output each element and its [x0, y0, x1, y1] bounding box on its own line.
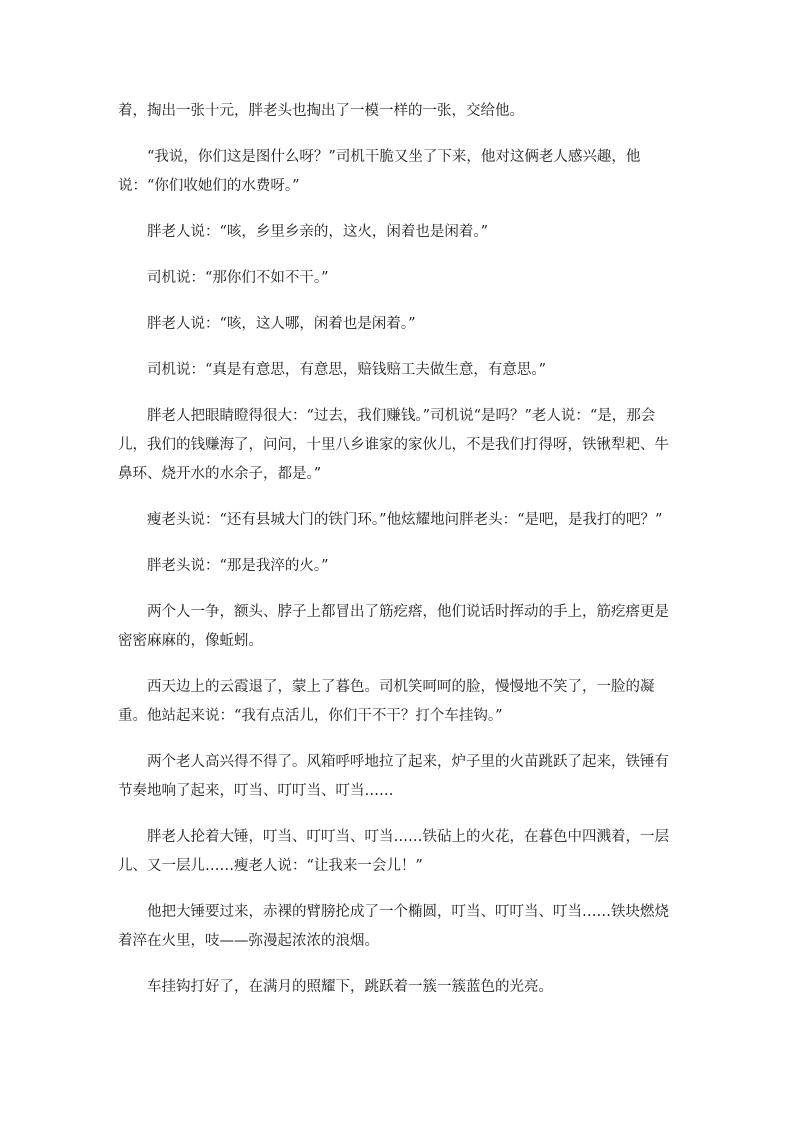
paragraph-8: 瘦老头说：“还有县城大门的铁门环。”他炫耀地问胖老头：“是吧，是我打的吧？” [147, 512, 663, 528]
paragraph-1: 着，掏出一张十元，胖老头也掏出了一模一样的一张，交给他。 [118, 103, 524, 119]
paragraph-3: 胖老人说：“咳，乡里乡亲的，这火，闲着也是闲着。” [147, 224, 489, 240]
paragraph-5: 胖老人说：“咳，这人哪，闲着也是闲着。” [147, 316, 416, 332]
paragraph-15: 车挂钩打好了，在满月的照耀下，跳跃着一簇一簇蓝色的光亮。 [147, 979, 553, 995]
paragraph-6: 司机说：“真是有意思，有意思，赔钱赔工夫做生意，有意思。” [147, 362, 547, 378]
paragraph-14: 他把大锤要过来，赤裸的臂膀抡成了一个椭圆，叮当、叮叮当、叮当……铁块燃烧着淬在火里，吱——弥漫起浓浓的浪烟。 [118, 904, 669, 949]
paragraph-4: 司机说：“那你们不如不干。” [147, 270, 329, 286]
paragraph-7: 胖老人把眼睛瞪得很大：“过去，我们赚钱。”司机说“是吗？”老人说：“是，那会儿，我们的钱赚海了，问问，十里八乡谁家的家伙儿，不是我们打得呀，铁锹犁耙、牛鼻环、烧开水的水余子，都是。” [118, 408, 669, 482]
paragraph-9: 胖老头说：“那是我淬的火。” [147, 558, 329, 574]
paragraph-10: 两个人一争，额头、脖子上都冒出了筋疙瘩，他们说话时挥动的手上，筋疙瘩更是密密麻麻的，像蚯蚓。 [118, 604, 669, 649]
paragraph-12: 两个老人高兴得不得了。风箱呼呼地拉了起来，炉子里的火苗跳跃了起来，铁锤有节奏地响了起来，叮当、叮叮当、叮当…… [118, 754, 669, 799]
article-body [118, 97, 678, 1019]
paragraph-13: 胖老人抡着大锤，叮当、叮叮当、叮当……铁砧上的火花，在暮色中四溅着，一层儿、又一层儿……瘦老人说：“让我来一会儿！” [118, 829, 669, 874]
paragraph-11: 西天边上的云霞退了，蒙上了暮色。司机笑呵呵的脸，慢慢地不笑了，一脸的凝重。他站起来说：“我有点活儿，你们干不干？打个车挂钩。” [118, 679, 655, 724]
paragraph-2: “我说，你们这是图什么呀？”司机干脆又坐了下来，他对这俩老人感兴趣，他说：“你们收她们的水费呀。” [118, 149, 641, 194]
